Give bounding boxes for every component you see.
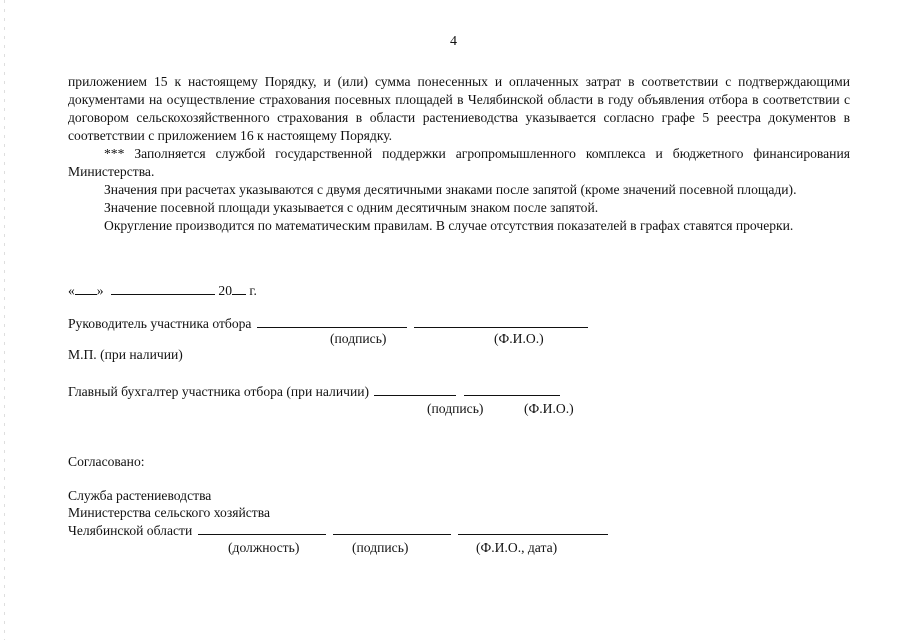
head-label: Руководитель участника отбора [68,316,252,331]
head-signature-blank[interactable] [257,315,407,328]
stamp-label: М.П. (при наличии) [68,347,183,362]
agreed-label: Согласовано: [68,454,145,469]
paragraph-appendix-reference: приложением 15 к настоящему Порядку, и (или) сумма понесенных и оплаченных затрат в соответствии с подтверждающими документами на осуществление страхования посевных площадей в Челябинской области в году объявления отбора в соответствии с договором сельскохозяйственного страхования в области растениеводства указывается согласно графе 5 реестра документов в соответствии с приложением 16 к настоящему Порядку. [68,74,850,143]
page-number: 4 [450,34,457,49]
paragraph-decimal-values: Значения при расчетах указываются с двумя десятичными знаками после запятой (кроме значений посевной площади). [104,182,797,197]
paragraph-area-decimal: Значение посевной площади указывается с одним десятичным знаком после запятой. [104,200,599,215]
document-body [68,73,850,235]
head-signature-caption: (подпись) [330,331,387,346]
service-line-2: Министерства сельского хозяйства [68,505,270,520]
day-blank[interactable] [75,282,97,295]
year-prefix: 20 [218,283,232,298]
accountant-name-blank[interactable] [464,383,560,396]
head-name-caption: (Ф.И.О.) [494,331,544,346]
month-blank[interactable] [111,282,215,295]
date-close-quote: » [96,283,104,298]
service-line-1: Служба растениеводства [68,488,212,503]
accountant-signature-caption: (подпись) [427,401,484,416]
year-suffix: г. [249,283,257,298]
date-line [68,282,257,299]
year-blank[interactable] [232,282,246,295]
accountant-label: Главный бухгалтер участника отбора (при наличии) [68,384,370,399]
scan-edge-artifact [4,0,5,640]
service-line-3: Челябинской области [68,523,193,538]
service-signature-line [68,522,608,539]
service-position-blank[interactable] [198,522,326,535]
head-name-blank[interactable] [414,315,588,328]
accountant-signature-line [68,383,560,400]
service-signature-caption: (подпись) [352,540,409,555]
head-signature-line [68,315,588,332]
accountant-name-caption: (Ф.И.О.) [524,401,574,416]
date-open-quote: « [68,283,75,298]
service-name-date-blank[interactable] [458,522,608,535]
service-position-caption: (должность) [228,540,300,555]
service-name-date-caption: (Ф.И.О., дата) [476,540,558,555]
service-signature-blank[interactable] [333,522,451,535]
paragraph-rounding: Округление производится по математическим правилам. В случае отсутствия показателей в графах ставятся прочерки. [104,218,794,233]
accountant-signature-blank[interactable] [374,383,456,396]
paragraph-footnote-triple-star: *** Заполняется службой государственной поддержки агропромышленного комплекса и бюджетного финансирования Министерства. [68,146,850,179]
